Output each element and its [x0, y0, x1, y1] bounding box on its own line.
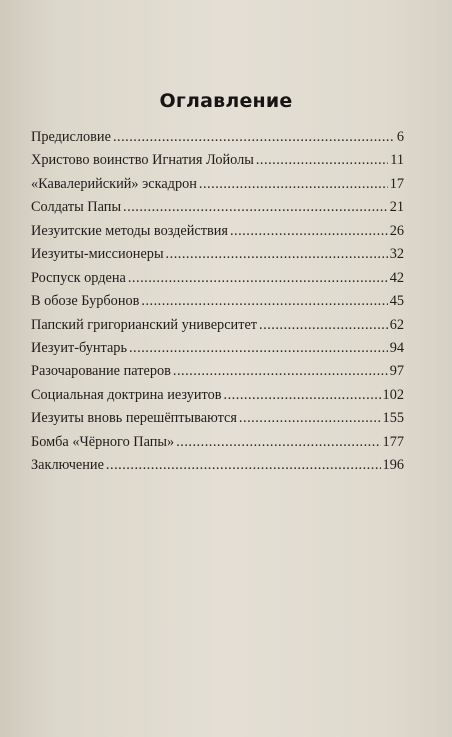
toc-entry-bourbons — [31, 290, 404, 313]
toc-entry-gregorian — [31, 314, 404, 337]
toc-entry-label: Папский григорианский университет — [31, 316, 258, 333]
toc-entry-whispering — [31, 407, 404, 430]
dot-leader — [106, 454, 381, 477]
toc-entry-page: 6 — [396, 129, 404, 145]
toc-entry-disappointment — [31, 360, 404, 383]
toc-entry-page: 17 — [389, 175, 404, 192]
toc-entry-black-pope — [31, 431, 404, 454]
toc-entry-cavalry — [31, 173, 404, 196]
dot-leader — [123, 196, 388, 219]
dot-leader — [113, 126, 395, 149]
toc-entry-label: Иезуит-бунтарь — [31, 339, 127, 356]
dot-leader — [256, 149, 388, 172]
toc-entry-preface — [31, 126, 404, 149]
toc-entry-label: Солдаты Папы — [31, 199, 122, 216]
dot-leader — [199, 173, 388, 196]
toc-entry-soldiers — [31, 196, 404, 219]
toc-entry-label: Христово воинство Игнатия Лойолы — [31, 152, 254, 169]
toc-entry-page: 45 — [389, 293, 404, 310]
dot-leader — [129, 337, 388, 360]
toc-entry-page: 177 — [382, 433, 404, 450]
toc-entry-page: 97 — [389, 363, 404, 380]
toc-entry-page: 102 — [382, 386, 404, 403]
dot-leader — [141, 290, 387, 313]
toc-entry-loyola — [31, 149, 404, 172]
toc-entry-label: Предисловие — [31, 129, 111, 145]
toc-entry-label: Разочарование патеров — [31, 363, 171, 380]
toc-entry-label: Заключение — [31, 457, 104, 474]
toc-entry-label: Роспуск ордена — [31, 269, 126, 286]
dot-leader — [230, 220, 388, 243]
table-of-contents — [31, 126, 404, 478]
toc-entry-page: 32 — [389, 246, 404, 263]
dot-leader — [166, 243, 388, 266]
toc-entry-page: 26 — [389, 222, 404, 239]
toc-entry-label: Бомба «Чёрного Папы» — [31, 433, 175, 450]
dot-leader — [259, 314, 388, 337]
toc-entry-label: Социальная доктрина иезуитов — [31, 386, 222, 403]
dot-leader — [224, 384, 381, 407]
toc-entry-label: В обозе Бурбонов — [31, 293, 140, 310]
toc-entry-label: «Кавалерийский» эскадрон — [31, 175, 197, 192]
toc-entry-page: 155 — [382, 410, 404, 427]
toc-entry-missionaries — [31, 243, 404, 266]
toc-entry-label: Иезуитские методы воздействия — [31, 222, 228, 239]
toc-entry-page: 21 — [389, 199, 404, 216]
dot-leader — [128, 267, 388, 290]
page-title: Оглавление — [159, 90, 293, 112]
toc-entry-social-doctrine — [31, 384, 404, 407]
toc-entry-page: 94 — [389, 339, 404, 356]
toc-entry-page: 42 — [389, 269, 404, 286]
toc-entry-page: 11 — [390, 152, 404, 169]
toc-entry-dissolution — [31, 267, 404, 290]
toc-entry-page: 62 — [389, 316, 404, 333]
dot-leader — [239, 407, 381, 430]
toc-entry-label: Иезуиты-миссионеры — [31, 246, 164, 263]
toc-entry-conclusion — [31, 454, 404, 477]
toc-entry-methods — [31, 220, 404, 243]
toc-entry-page: 196 — [382, 457, 404, 474]
toc-entry-label: Иезуиты вновь перешёптываются — [31, 410, 237, 427]
dot-leader — [173, 360, 388, 383]
toc-entry-rebel — [31, 337, 404, 360]
dot-leader — [176, 431, 380, 454]
